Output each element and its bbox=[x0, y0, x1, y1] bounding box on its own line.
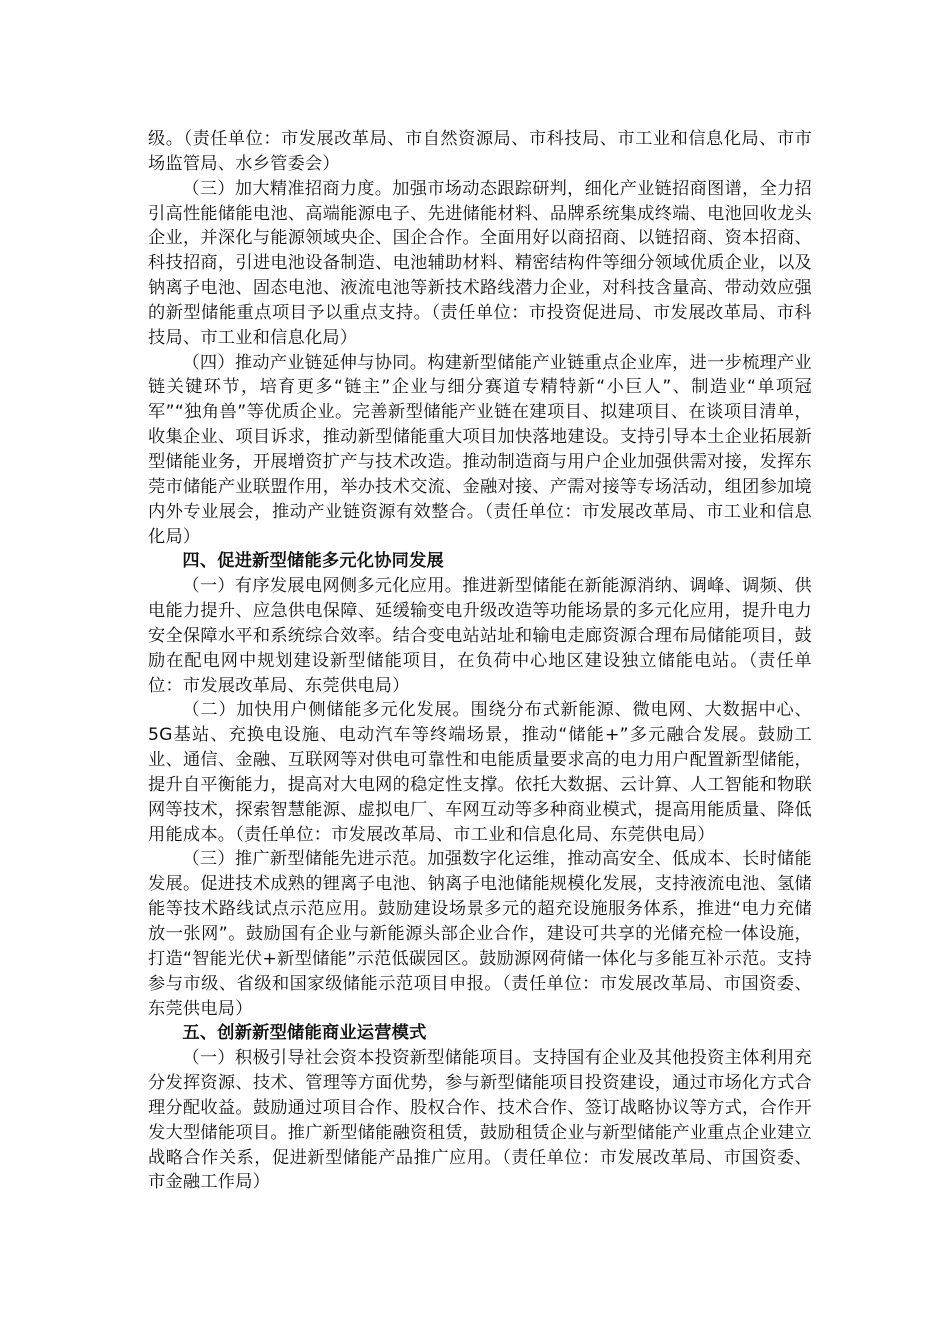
section-heading-5: 五、创新新型储能商业运营模式 bbox=[182, 1023, 427, 1044]
paragraph-social-capital: （一）积极引导社会资本投资新型储能项目。支持国有企业及其他投资主体利用充分发挥资源、技术、管理等方面优势，参与新型储能项目投资建设，通过市场化方式合理分配收益。鼓励通过项目合作、股权合作、技术合作、签订战略协议等方式，合作开发大型储能项目。推广新型储能融资租赁，鼓励租赁企业与新型储能产业重点企业建立战略合作关系，促进新型储能产品推广应用。（责任单位：市发展改革局、市国资委、市金融工作局） bbox=[148, 1048, 812, 1193]
paragraph-grid-side: （一）有序发展电网侧多元化应用。推进新型储能在新能源消纳、调峰、调频、供电能力提升、应急供电保障、延缓输变电升级改造等功能场景的多元化应用，提升电力安全保障水平和系统综合效率。结合变电站站址和输电走廊资源合理布局储能项目，鼓励在配电网中规划建设新型储能项目，在负荷中心地区建设独立储能电站。（责任单位：市发展改革局、东莞供电局） bbox=[148, 576, 812, 696]
document-body bbox=[148, 127, 812, 1195]
paragraph-continuation: 级。（责任单位：市发展改革局、市自然资源局、市科技局、市工业和信息化局、市市场监管局、水乡管委会） bbox=[148, 129, 812, 174]
paragraph-attract-investment: （三）加大精准招商力度。加强市场动态跟踪研判，细化产业链招商图谱，全力招引高性能储能电池、高端能源电子、先进储能材料、品牌系统集成终端、电池回收龙头企业，并深化与能源领域央企、国企合作。全面用好以商招商、以链招商、资本招商、科技招商，引进电池设备制造、电池辅助材料、精密结构件等细分领域优质企业，以及钠离子电池、固态电池、液流电池等新技术路线潜力企业，对科技含量高、带动效应强的新型储能重点项目予以重点支持。（责任单位：市投资促进局、市发展改革局、市科技局、市工业和信息化局） bbox=[148, 178, 812, 348]
paragraph-demonstration: （三）推广新型储能先进示范。加强数字化运维，推动高安全、低成本、长时储能发展。促进技术成熟的锂离子电池、钠离子电池储能规模化发展，支持液流电池、氢储能等技术路线试点示范应用。鼓励建设场景多元的超充设施服务体系，推进“电力充储放一张网”。鼓励国有企业与新能源头部企业合作，建设可共享的光储充检一体设施，打造“智能光伏+新型储能”示范低碳园区。鼓励源网荷储一体化与多能互补示范。支持参与市级、省级和国家级储能示范项目申报。（责任单位：市发展改革局、市国资委、东莞供电局） bbox=[148, 849, 812, 1019]
paragraph-industry-chain: （四）推动产业链延伸与协同。构建新型储能产业链重点企业库，进一步梳理产业链关键环节，培育更多“链主”企业与细分赛道专精特新“小巨人”、制造业“单项冠军”“独角兽”等优质企业。完善新型储能产业链在建项目、拟建项目、在谈项目清单，收集企业、项目诉求，推动新型储能重大项目加快落地建设。支持引导本土企业拓展新型储能业务，开展增资扩产与技术改造。推动制造商与用户企业加强供需对接，发挥东莞市储能产业联盟作用，举办技术交流、金融对接、产需对接等专场活动，组团参加境内外专业展会，推动产业链资源有效整合。（责任单位：市发展改革局、市工业和信息化局） bbox=[148, 352, 812, 547]
section-heading-4: 四、促进新型储能多元化协同发展 bbox=[182, 551, 444, 572]
paragraph-user-side: （二）加快用户侧储能多元化发展。围绕分布式新能源、微电网、大数据中心、5G基站、充换电设施、电动汽车等终端场景，推动“储能+”多元融合发展。鼓励工业、通信、金融、互联网等对供电可靠性和电能质量要求高的电力用户配置新型储能，提升自平衡能力，提高对大电网的稳定性支撑。依托大数据、云计算、人工智能和物联网等技术，探索智慧能源、虚拟电厂、车网互动等多种商业模式，提高用能质量、降低用能成本。（责任单位：市发展改革局、市工业和信息化局、东莞供电局） bbox=[148, 700, 812, 845]
